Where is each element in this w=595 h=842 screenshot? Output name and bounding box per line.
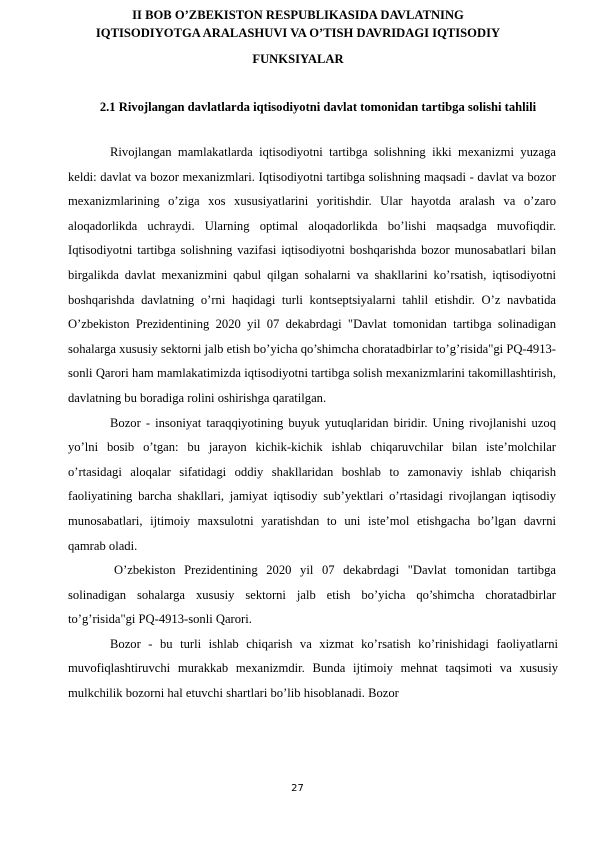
chapter-title-line: II BOB O’ZBEKISTON RESPUBLIKASIDA DAVLATNING: [132, 8, 464, 22]
paragraph: Bozor - bu turli ishlab chiqarish va xizmat ko’rsatish ko’rinishidagi faoliyatlarni muvofiqlashtiruvchi murakkab mexanizmdir. Bunda ijtimoiy mehnat taqsimoti va xususiy mulkchilik bozorni hal etuvchi shartlari bo’lib hisoblanadi. Bozor: [68, 636, 558, 701]
chapter-title: [60, 6, 536, 68]
paragraph: Rivojlangan mamlakatlarda iqtisodiyotni tartibga solishning ikki mexanizmi yuzaga keldi: davlat va bozor mexanizmlari. Iqtisodiyotni tartibga solishning maqsadi - davlat va bozor mexanizmlarining o’ziga xos xususiyatlarini yoritishdir. Ular hayotda aralash va o’zaro aloqadorlikda uchraydi. Ularning optimal aloqadorlikda bo’lishi maqsadga muvofiqdir. Iqtisodiyotni tartibga solishning vazifasi iqtisodiyotni boshqarishda bozor munosabatlari bilan birgalikda davlat mexanizmini qabul qilgan sohalarni va shakllarini ko’rsatish, iqtisodiyotni boshqarishda davlatning o’rni haqidagi turli kontseptsiyalarni tahlil etishdir. O’z navbatida O’zbekiston Prezidentining 2020 yil 07 dekabrdagi "Davlat tomonidan tartibga solinadigan sohalarga xususiy sektorni jalb etish bo’yicha qo’shimcha choratadbirlar to’g’risida"gi PQ-4913-sonli Qarori ham mamlakatimizda iqtisodiyotni tartibga solish mexanizmlarini takomillashtirish, davlatning bu boradiga rolini oshirishga qaratilgan.: [68, 145, 556, 405]
page-number: 27: [291, 783, 304, 794]
paragraph: O’zbekiston Prezidentining 2020 yil 07 dekabrdagi "Davlat tomonidan tartibga solinadigan sohalarga xususiy sektorni jalb etish bo’yicha qo’shimcha choratadbirlar to’g’risida"gi PQ-4913-sonli Qarori.: [68, 563, 556, 627]
paragraph: Bozor - insoniyat taraqqiyotining buyuk yutuqlaridan biridir. Uning rivojlanishi uzoq yo’lni bosib o’tgan: bu jarayon kichik-kichik ishlab chiqaruvchilar bilan iste’molchilar o’rtasidagi aloqalar sifatidagi oddiy shakllaridan boshlab to zamonaviy ishlab chiqarish faoliyatining barcha shakllari, jamiyat iqtisodiy sub’yektlari o’rtasidagi rivojlangan iqtisodiy munosabatlari, ijtimoiy maxsulotni yaratishdan to uni iste’mol etishgacha bo’lgan davrni qamrab oladi.: [68, 415, 556, 553]
chapter-title-line: IQTISODIYOTGA ARALASHUVI VA O’TISH DAVRIDAGI IQTISODIY: [95, 26, 501, 40]
section-title: 2.1 Rivojlangan davlatlarda iqtisodiyotni davlat tomonidan tartibga solishi tahlili: [99, 100, 537, 114]
chapter-title-line: FUNKSIYALAR: [252, 52, 344, 66]
body-text: [68, 140, 556, 706]
